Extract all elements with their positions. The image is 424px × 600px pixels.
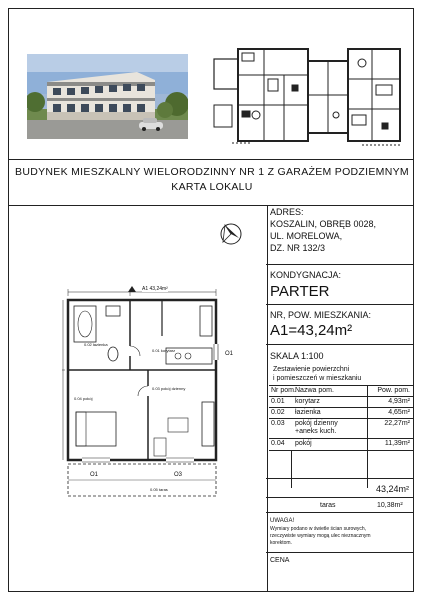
summary-heading-1: Zestawienie powierzchni <box>273 366 350 373</box>
table-row: 0.04 pokój 11,39m² <box>271 440 410 447</box>
summary-heading-2: i pomieszczeń w mieszkaniu <box>273 375 362 382</box>
window-label-o1-right: O1 <box>225 351 234 357</box>
divider <box>266 512 414 513</box>
divider <box>266 344 414 345</box>
address-line-3: DZ. NR 132/3 <box>270 243 326 253</box>
table-header-row: Nr pom. Nazwa pom. Pow. pom. <box>271 387 410 394</box>
divider <box>266 264 414 265</box>
address-line-2: UL. MORELOWA, <box>270 231 343 241</box>
divider <box>266 478 414 479</box>
room-label-01: 0.01 korytarz <box>152 348 176 353</box>
north-arrow-icon <box>219 222 243 246</box>
document-subtitle: KARTA LOKALU <box>171 181 253 193</box>
storey-label: KONDYGNACJA: <box>270 270 342 280</box>
table-row: 0.01 korytarz 4,93m² <box>271 398 410 405</box>
notes-label: UWAGA! <box>270 518 295 524</box>
area-summary-table <box>269 366 414 488</box>
total-area: 43,24m² <box>376 484 410 494</box>
apartment-floor-plan <box>62 286 242 506</box>
window-label-o3: O3 <box>174 472 183 478</box>
unit-label: A1 43,24m² <box>142 286 168 292</box>
notes-line-2: rzeczywiste wymiary mogą ulec nieznacznym <box>270 533 371 539</box>
notes-line-1: Wymiary podano w świetle ścian surowych, <box>270 526 367 532</box>
divider <box>9 205 413 206</box>
room-label-03: 0.03 pokój dzienny <box>152 386 186 391</box>
window-label-o1-bottom: O1 <box>90 472 99 478</box>
storey-value: PARTER <box>270 283 330 300</box>
address-line-1: KOSZALIN, OBRĘB 0028, <box>270 219 377 229</box>
terrace-label: taras <box>320 502 336 509</box>
terrace-room-label: 0.05 taras <box>150 487 168 492</box>
divider <box>266 497 414 498</box>
flat-value: A1=43,24m² <box>270 322 353 339</box>
divider <box>266 552 414 553</box>
divider <box>266 304 414 305</box>
building-photo <box>27 54 188 139</box>
divider <box>9 159 413 160</box>
price-label: CENA <box>270 557 290 564</box>
room-label-02: 0.02 łazienka <box>84 342 108 347</box>
terrace-area: 10,38m² <box>377 502 403 509</box>
table-row: 0.02 łazienka 4,65m² <box>271 409 410 416</box>
document-title: BUDYNEK MIESZKALNY WIELORODZINNY NR 1 Z GARAŻEM PODZIEMNYM <box>15 166 409 178</box>
divider <box>267 205 268 591</box>
table-row: 0.03 pokój dzienny +aneks kuch. 22,27m² <box>271 420 410 435</box>
notes-line-3: korektom. <box>270 540 292 546</box>
building-floor-plan <box>212 45 405 149</box>
scale-label: SKALA 1:100 <box>270 351 324 361</box>
room-label-04: 0.04 pokój <box>74 396 93 401</box>
address-label: ADRES: <box>270 207 304 217</box>
flat-label: NR, POW. MIESZKANIA: <box>270 310 372 320</box>
